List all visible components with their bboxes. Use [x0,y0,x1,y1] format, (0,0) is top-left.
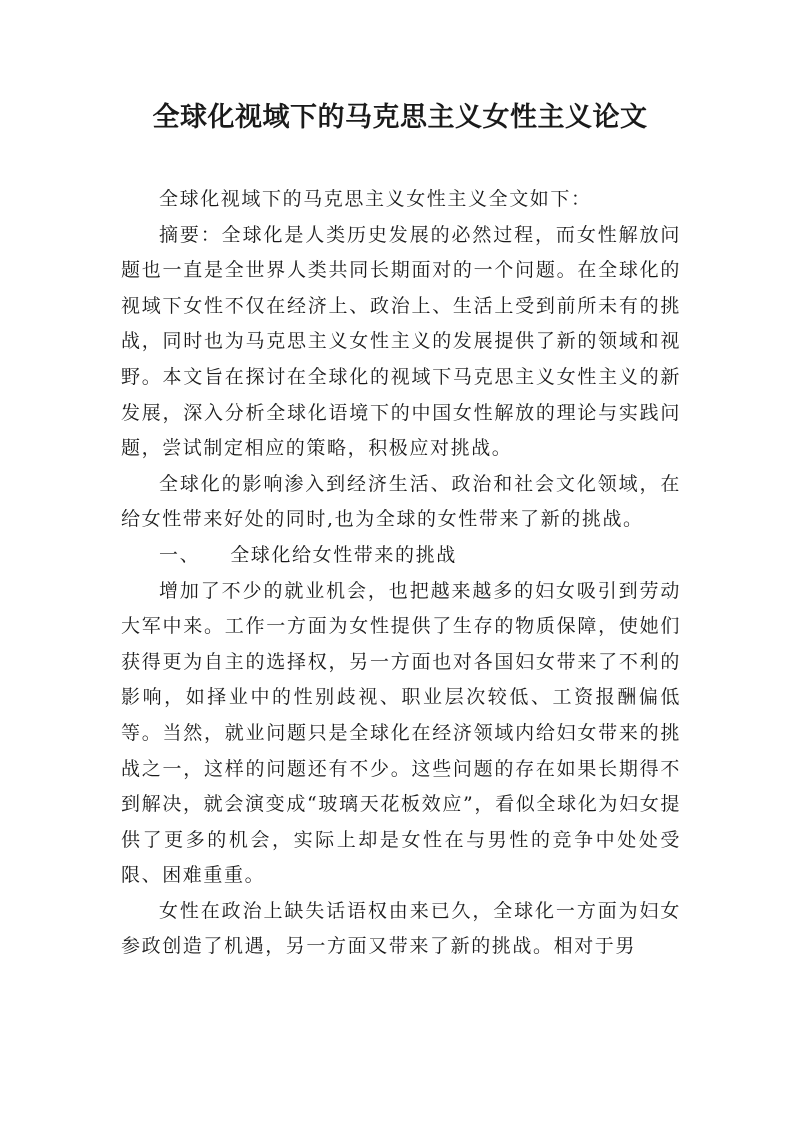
document-title: 全球化视域下的马克思主义女性主义论文 [152,102,648,133]
politics-paragraph: 女性在政治上缺失话语权由来已久，全球化一方面为妇女参政创造了机遇，另一方面又带来了新的挑战。相对于男 [121,899,681,958]
document-body [121,182,681,965]
intro-line: 全球化视域下的马克思主义女性主义全文如下： [159,188,592,210]
section-title: 全球化给女性带来的挑战 [230,543,457,566]
overview-paragraph: 全球化的影响渗入到经济生活、政治和社会文化领域，在给女性带来好处的同时,也为全球的女性带来了新的挑战。 [121,472,681,531]
abstract-paragraph: 摘要：全球化是人类历史发展的必然过程，而女性解放问题也一直是全世界人类共同长期面对的一个问题。在全球化的视域下女性不仅在经济上、政治上、生活上受到前所未有的挑战，同时也为马克思主义女性主义的发展提供了新的领域和视野。本文旨在探讨在全球化的视域下马克思主义女性主义的新发展，深入分析全球化语境下的中国女性解放的理论与实践问题，尝试制定相应的策略，积极应对挑战。 [121,223,681,460]
section-heading [121,538,681,574]
section-number: 一、 [159,543,201,566]
employment-paragraph: 增加了不少的就业机会，也把越来越多的妇女吸引到劳动大军中来。工作一方面为女性提供了生存的物质保障，使她们获得更为自主的选择权，另一方面也对各国妇女带来了不利的影响，如择业中的性别歧视、职业层次较低、工资报酬偏低等。当然，就业问题只是全球化在经济领域内给妇女带来的挑战之一，这样的问题还有不少。这些问题的存在如果长期得不到解决，就会演变成“玻璃天花板效应”，看似全球化为妇女提供了更多的机会，实际上却是女性在与男性的竞争中处处受限、困难重重。 [121,579,681,887]
